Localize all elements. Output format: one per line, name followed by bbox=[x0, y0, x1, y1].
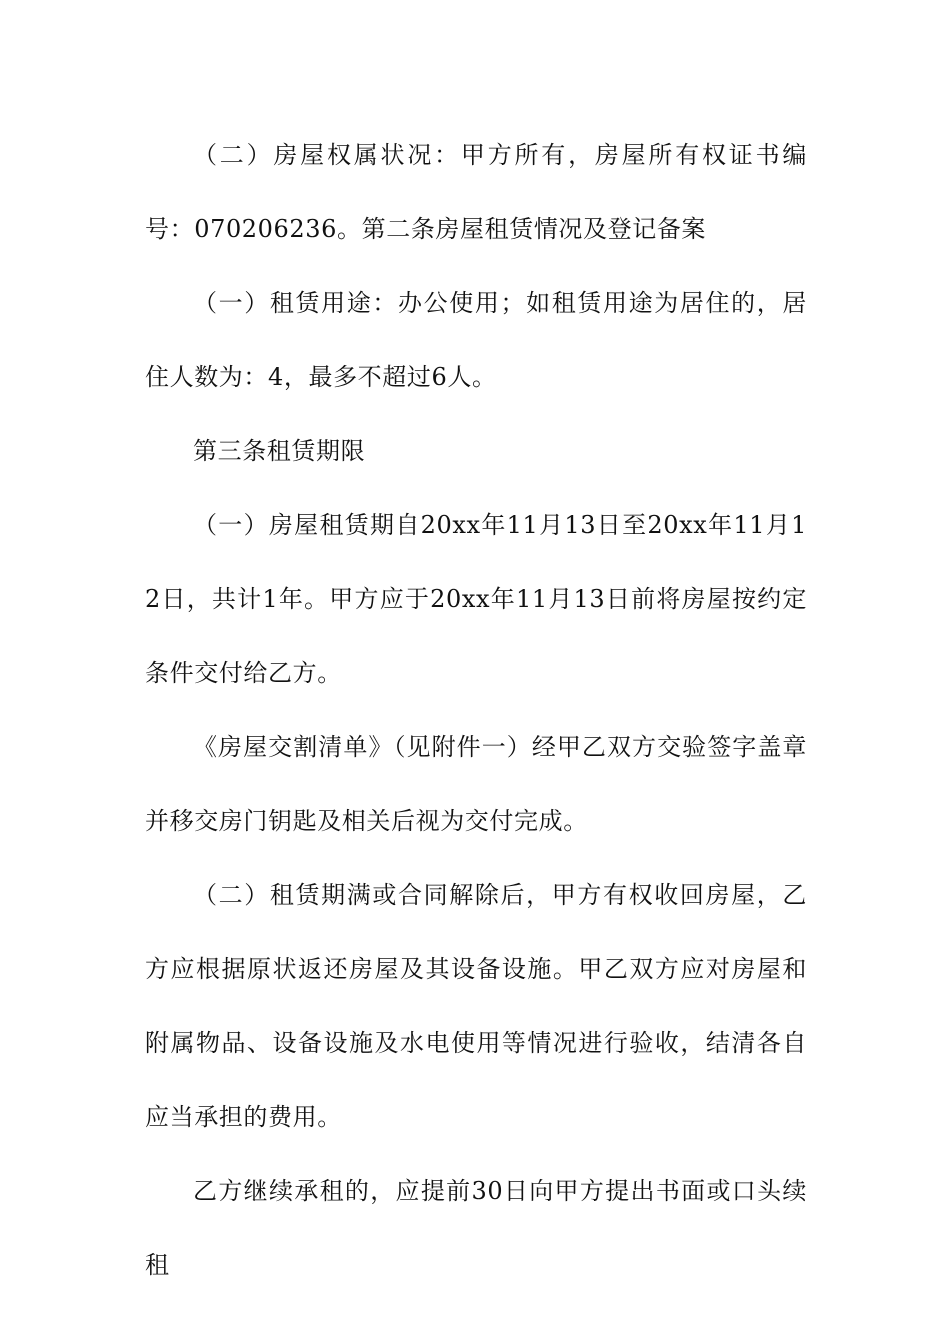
paragraph-lease-period: （一）房屋租赁期自20xx年11月13日至20xx年11月12日，共计1年。甲方应于20xx年11月13日前将房屋按约定条件交付给乙方。 bbox=[145, 511, 807, 687]
document-body bbox=[145, 118, 807, 1302]
paragraph-property-ownership: （二）房屋权属状况：甲方所有，房屋所有权证书编号：070206236。第二条房屋租赁情况及登记备案 bbox=[145, 141, 807, 243]
paragraph-lease-renewal: 乙方继续承租的，应提前30日向甲方提出书面或口头续租 bbox=[145, 1177, 807, 1279]
paragraph-handover-list: 《房屋交割清单》（见附件一）经甲乙双方交验签字盖章并移交房门钥匙及相关后视为交付完成。 bbox=[145, 733, 807, 835]
section-heading-lease-term: 第三条租赁期限 bbox=[193, 437, 366, 465]
paragraph-lease-purpose: （一）租赁用途：办公使用；如租赁用途为居住的，居住人数为：4，最多不超过6人。 bbox=[145, 289, 807, 391]
paragraph-lease-expiry: （二）租赁期满或合同解除后，甲方有权收回房屋，乙方应根据原状返还房屋及其设备设施。甲乙双方应对房屋和附属物品、设备设施及水电使用等情况进行验收，结清各自应当承担的费用。 bbox=[145, 881, 807, 1131]
